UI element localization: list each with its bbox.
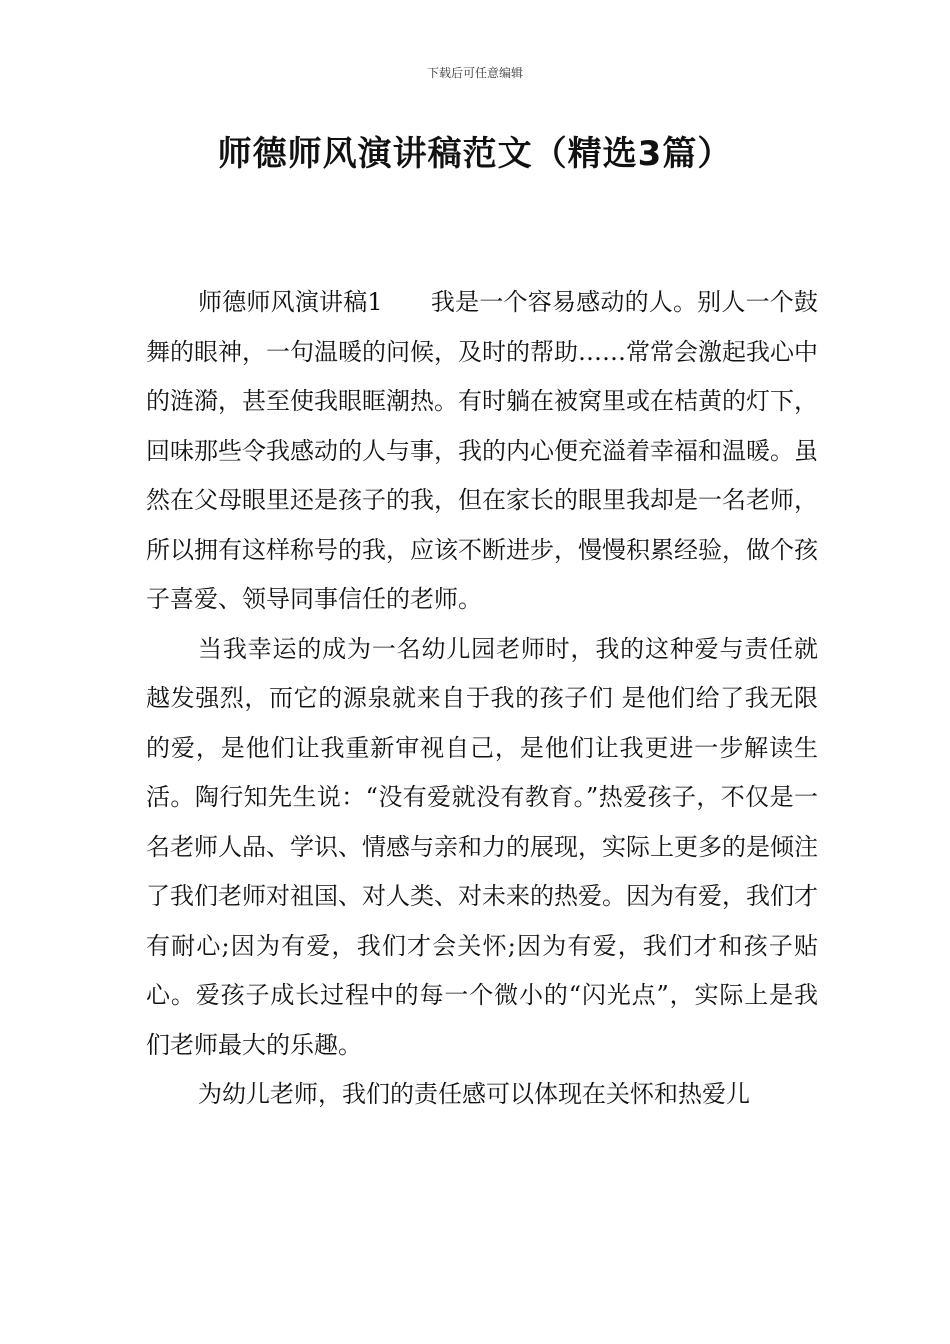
- paragraph-3-text: 为幼儿老师，我们的责任感可以体现在关怀和热爱儿: [198, 1080, 750, 1108]
- header-note: 下载后可任意编辑: [426, 66, 523, 80]
- paragraph-2-text: 当我幸运的成为一名幼儿园老师时，我的这种爱与责任就越发强烈，而它的源泉就来自于我的孩子们 是他们给了我无限的爱，是他们让我重新审视自己，是他们让我更进一步解读生活。陶行知先生说：“没有爱就没有教育。”热爱孩子，不仅是一名老师人品、学识、情感与亲和力的展现，实际上更多的是倾注了我们老师对祖国、对人类、对未来的热爱。因为有爱，我们才有耐心;因为有爱，我们才会关怀;因为有爱，我们才和孩子贴心。爱孩子成长过程中的每一个微小的“闪光点”，实际上是我们老师最大的乐趣。: [146, 634, 818, 1059]
- paragraph-1: [146, 278, 818, 625]
- paragraph-3: [146, 1070, 818, 1120]
- paragraph-2: [146, 625, 818, 1071]
- document-title: 师德师风演讲稿范文（精选3篇）: [217, 134, 733, 174]
- paragraph-lead-heading: 师德师风演讲稿1: [198, 288, 383, 316]
- document-body: [146, 278, 818, 1120]
- paragraph-1-text: 我是一个容易感动的人。别人一个鼓舞的眼神，一句温暖的问候，及时的帮助……常常会激起我心中的涟漪，甚至使我眼眶潮热。有时躺在被窝里或在桔黄的灯下，回味那些令我感动的人与事，我的内心便充溢着幸福和温暖。虽然在父母眼里还是孩子的我，但在家长的眼里我却是一名老师，所以拥有这样称号的我，应该不断进步，慢慢积累经验，做个孩子喜爱、领导同事信任的老师。: [146, 288, 819, 613]
